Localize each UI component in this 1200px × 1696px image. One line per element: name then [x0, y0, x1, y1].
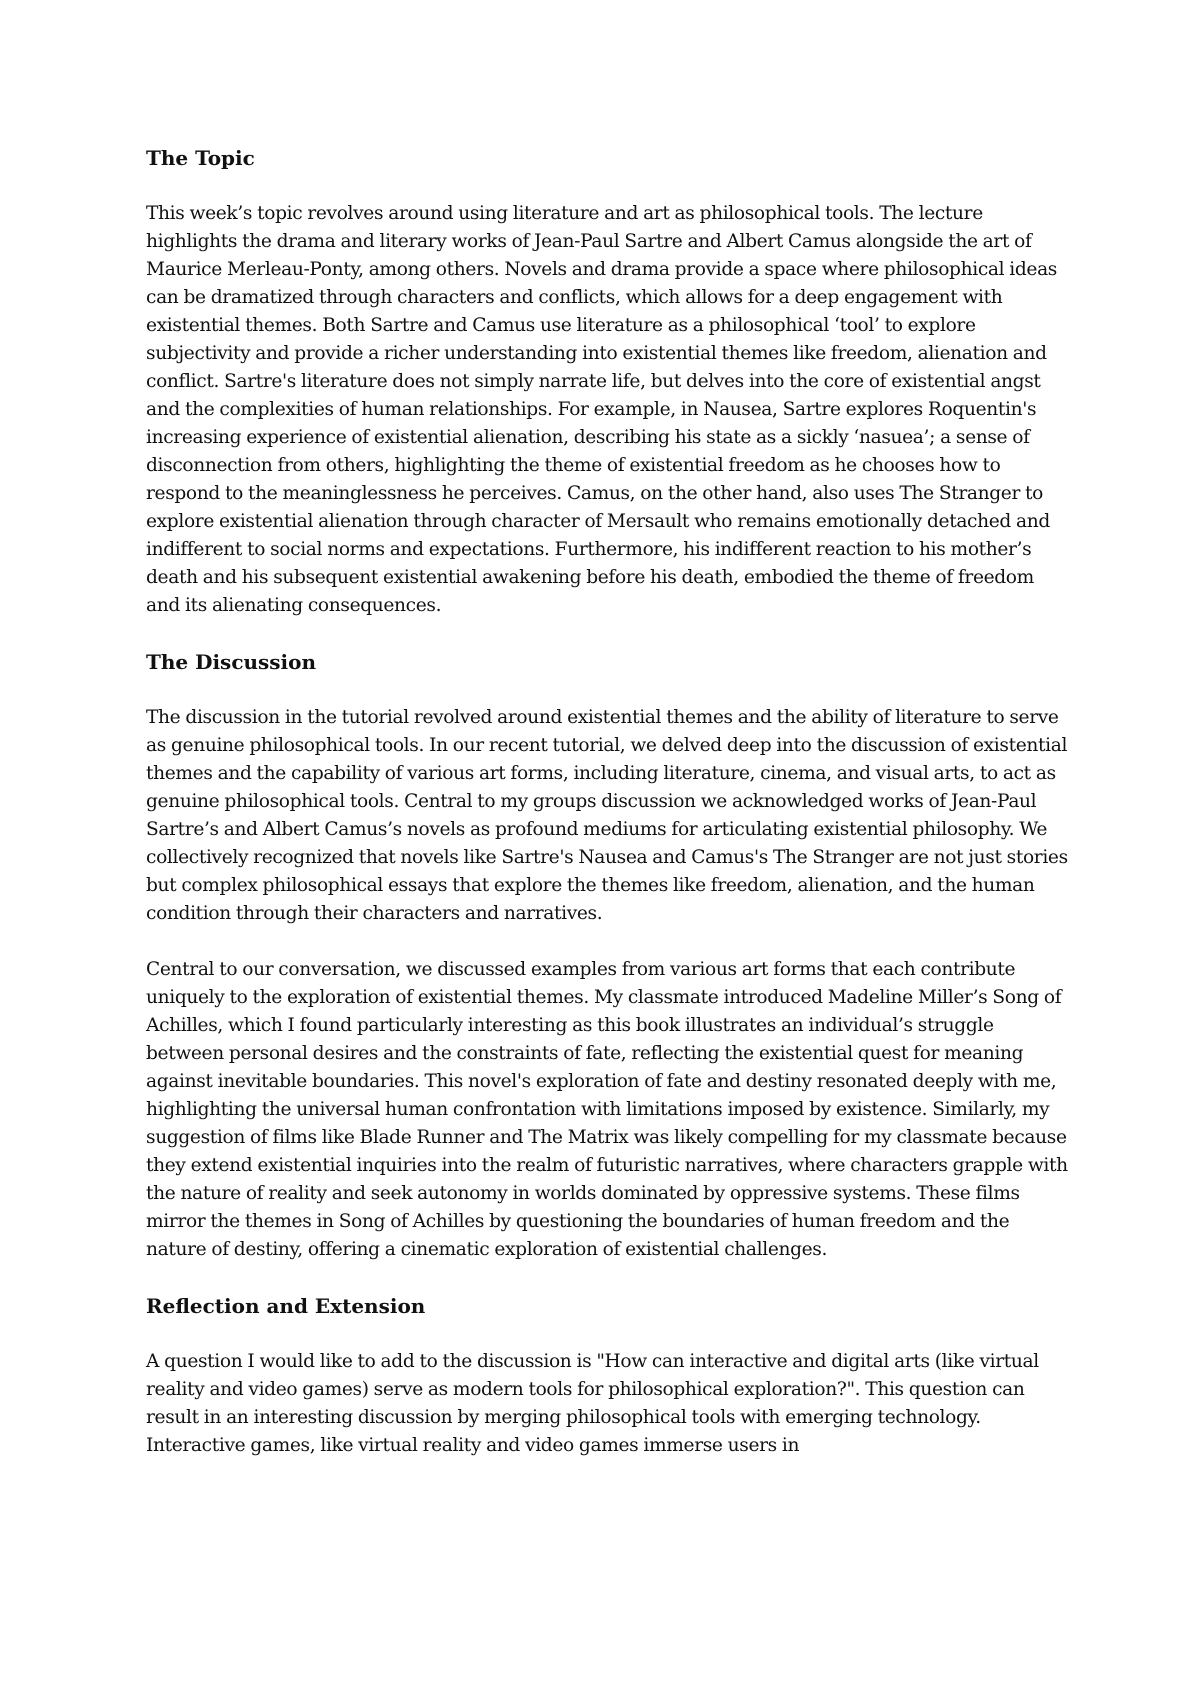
section-heading: Reflection and Extension	[146, 1294, 426, 1318]
document-body	[146, 144, 1070, 1488]
paragraph: The discussion in the tutorial revolved around existential themes and the ability of literature to serve as genuine philosophical tools. In our recent tutorial, we delved deep into the discussion of existential themes and the capability of various art forms, including literature, cinema, and visual arts, to act as genuine philosophical tools. Central to my groups discussion we acknowledged works of Jean-Paul Sartre’s and Albert Camus’s novels as profound mediums for articulating existential philosophy. We collectively recognized that novels like Sartre's Nausea and Camus's The Stranger are not just stories but complex philosophical essays that explore the themes like freedom, alienation, and the human condition through their characters and narratives.	[146, 707, 1068, 924]
section-reflection-and-extension	[146, 1292, 1070, 1460]
section-heading: The Discussion	[146, 650, 317, 674]
section-the-topic	[146, 144, 1070, 620]
section-heading: The Topic	[146, 146, 255, 170]
paragraph: A question I would like to add to the discussion is "How can interactive and digital arts (like virtual reality and video games) serve as modern tools for philosophical exploration?". This question can result in an interesting discussion by merging philosophical tools with emerging technology. Interactive games, like virtual reality and video games immerse users in	[146, 1351, 1039, 1456]
paragraph: This week’s topic revolves around using literature and art as philosophical tools. The lecture highlights the drama and literary works of Jean-Paul Sartre and Albert Camus alongside the art of Maurice Merleau-Ponty, among others. Novels and drama provide a space where philosophical ideas can be dramatized through characters and conflicts, which allows for a deep engagement with existential themes. Both Sartre and Camus use literature as a philosophical ‘tool’ to explore subjectivity and provide a richer understanding into existential themes like freedom, alienation and conflict. Sartre's literature does not simply narrate life, but delves into the core of existential angst and the complexities of human relationships. For example, in Nausea, Sartre explores Roquentin's increasing experience of existential alienation, describing his state as a sickly ‘nasuea’; a sense of disconnection from others, highlighting the theme of existential freedom as he chooses how to respond to the meaninglessness he perceives. Camus, on the other hand, also uses The Stranger to explore existential alienation through character of Mersault who remains emotionally detached and indifferent to social norms and expectations. Furthermore, his indifferent reaction to his mother’s death and his subsequent existential awakening before his death, embodied the theme of freedom and its alienating consequences.	[146, 203, 1058, 616]
section-the-discussion	[146, 648, 1070, 1264]
paragraph: Central to our conversation, we discussed examples from various art forms that each contribute uniquely to the exploration of existential themes. My classmate introduced Madeline Miller’s Song of Achilles, which I found particularly interesting as this book illustrates an individual’s struggle between personal desires and the constraints of fate, reflecting the existential quest for meaning against inevitable boundaries. This novel's exploration of fate and destiny resonated deeply with me, highlighting the universal human confrontation with limitations imposed by existence. Similarly, my suggestion of films like Blade Runner and The Matrix was likely compelling for my classmate because they extend existential inquiries into the realm of futuristic narratives, where characters grapple with the nature of reality and seek autonomy in worlds dominated by oppressive systems. These films mirror the themes in Song of Achilles by questioning the boundaries of human freedom and the nature of destiny, offering a cinematic exploration of existential challenges.	[146, 959, 1068, 1260]
